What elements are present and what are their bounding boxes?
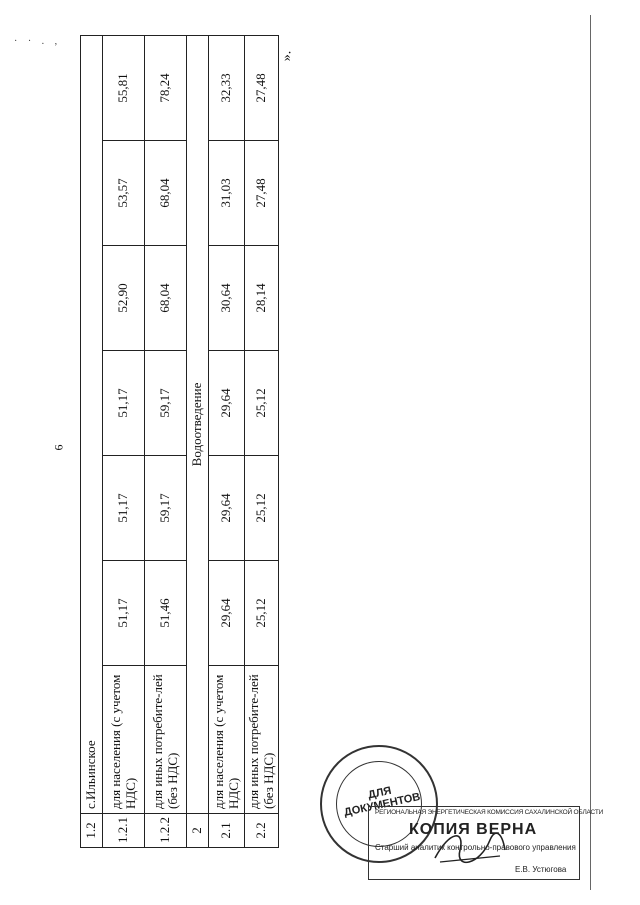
- table-cell: 78,24: [145, 35, 187, 140]
- signature: [430, 820, 510, 870]
- table-cell: 52,90: [103, 246, 145, 351]
- table-cell: 25,12: [245, 351, 279, 456]
- table-row: [209, 35, 245, 847]
- table-cell: 51,17: [103, 456, 145, 561]
- row-index: 2.2: [245, 814, 279, 848]
- margin-line: [590, 15, 591, 890]
- row-label: для населения (с учетом НДС): [209, 666, 245, 814]
- table-cell: 28,14: [245, 246, 279, 351]
- table-cell: 25,12: [245, 456, 279, 561]
- row-label: для иных потребите-лей (без НДС): [145, 666, 187, 814]
- table-cell: 27,48: [245, 35, 279, 140]
- table-cell: 29,64: [209, 456, 245, 561]
- settlement-name: с.Ильинское: [81, 35, 103, 813]
- table-cell: 68,04: [145, 246, 187, 351]
- table-cell: 30,64: [209, 246, 245, 351]
- row-label: для населения (с учетом НДС): [103, 666, 145, 814]
- row-index: 1.2.1: [103, 814, 145, 848]
- row-index: 2: [187, 814, 209, 848]
- table-cell: 29,64: [209, 561, 245, 666]
- table-row: [187, 35, 209, 847]
- scan-speck: · · . ,: [14, 36, 62, 47]
- table-cell: 31,03: [209, 141, 245, 246]
- table-cell: 51,17: [103, 351, 145, 456]
- closing-quote: ».: [279, 50, 295, 62]
- section-heading: Водоотведение: [187, 35, 209, 813]
- table-cell: 53,57: [103, 141, 145, 246]
- seal-text: ДЛЯ ДОКУМЕНТОВ: [343, 784, 422, 819]
- table-cell: 51,17: [103, 561, 145, 666]
- table-cell: 51,46: [145, 561, 187, 666]
- stamp-role: Старший аналитик контрольно-правового управления: [375, 843, 576, 852]
- tariff-table-rotated: [80, 36, 278, 848]
- row-index: 2.1: [209, 814, 245, 848]
- row-index: 1.2: [81, 814, 103, 848]
- table-cell: 29,64: [209, 351, 245, 456]
- table-row: [81, 35, 103, 847]
- table-cell: 32,33: [209, 35, 245, 140]
- table-cell: 59,17: [145, 351, 187, 456]
- page-number: 6: [51, 444, 66, 451]
- table-cell: 59,17: [145, 456, 187, 561]
- table-row: [245, 35, 279, 847]
- stamp-signer-name: Е.В. Устюгова: [515, 865, 567, 874]
- table-cell: 27,48: [245, 141, 279, 246]
- table-row: [145, 35, 187, 847]
- tariff-table: [80, 35, 279, 848]
- stamp-organization: РЕГИОНАЛЬНАЯ ЭНЕРГЕТИЧЕСКАЯ КОМИССИЯ САХАЛИНСКОЙ ОБЛАСТИ: [375, 809, 604, 816]
- row-label: для иных потребите-лей (без НДС): [245, 666, 279, 814]
- table-cell: 55,81: [103, 35, 145, 140]
- table-row: [103, 35, 145, 847]
- row-index: 1.2.2: [145, 814, 187, 848]
- stamp-title: КОПИЯ ВЕРНА: [409, 821, 538, 838]
- table-cell: 25,12: [245, 561, 279, 666]
- table-cell: 68,04: [145, 141, 187, 246]
